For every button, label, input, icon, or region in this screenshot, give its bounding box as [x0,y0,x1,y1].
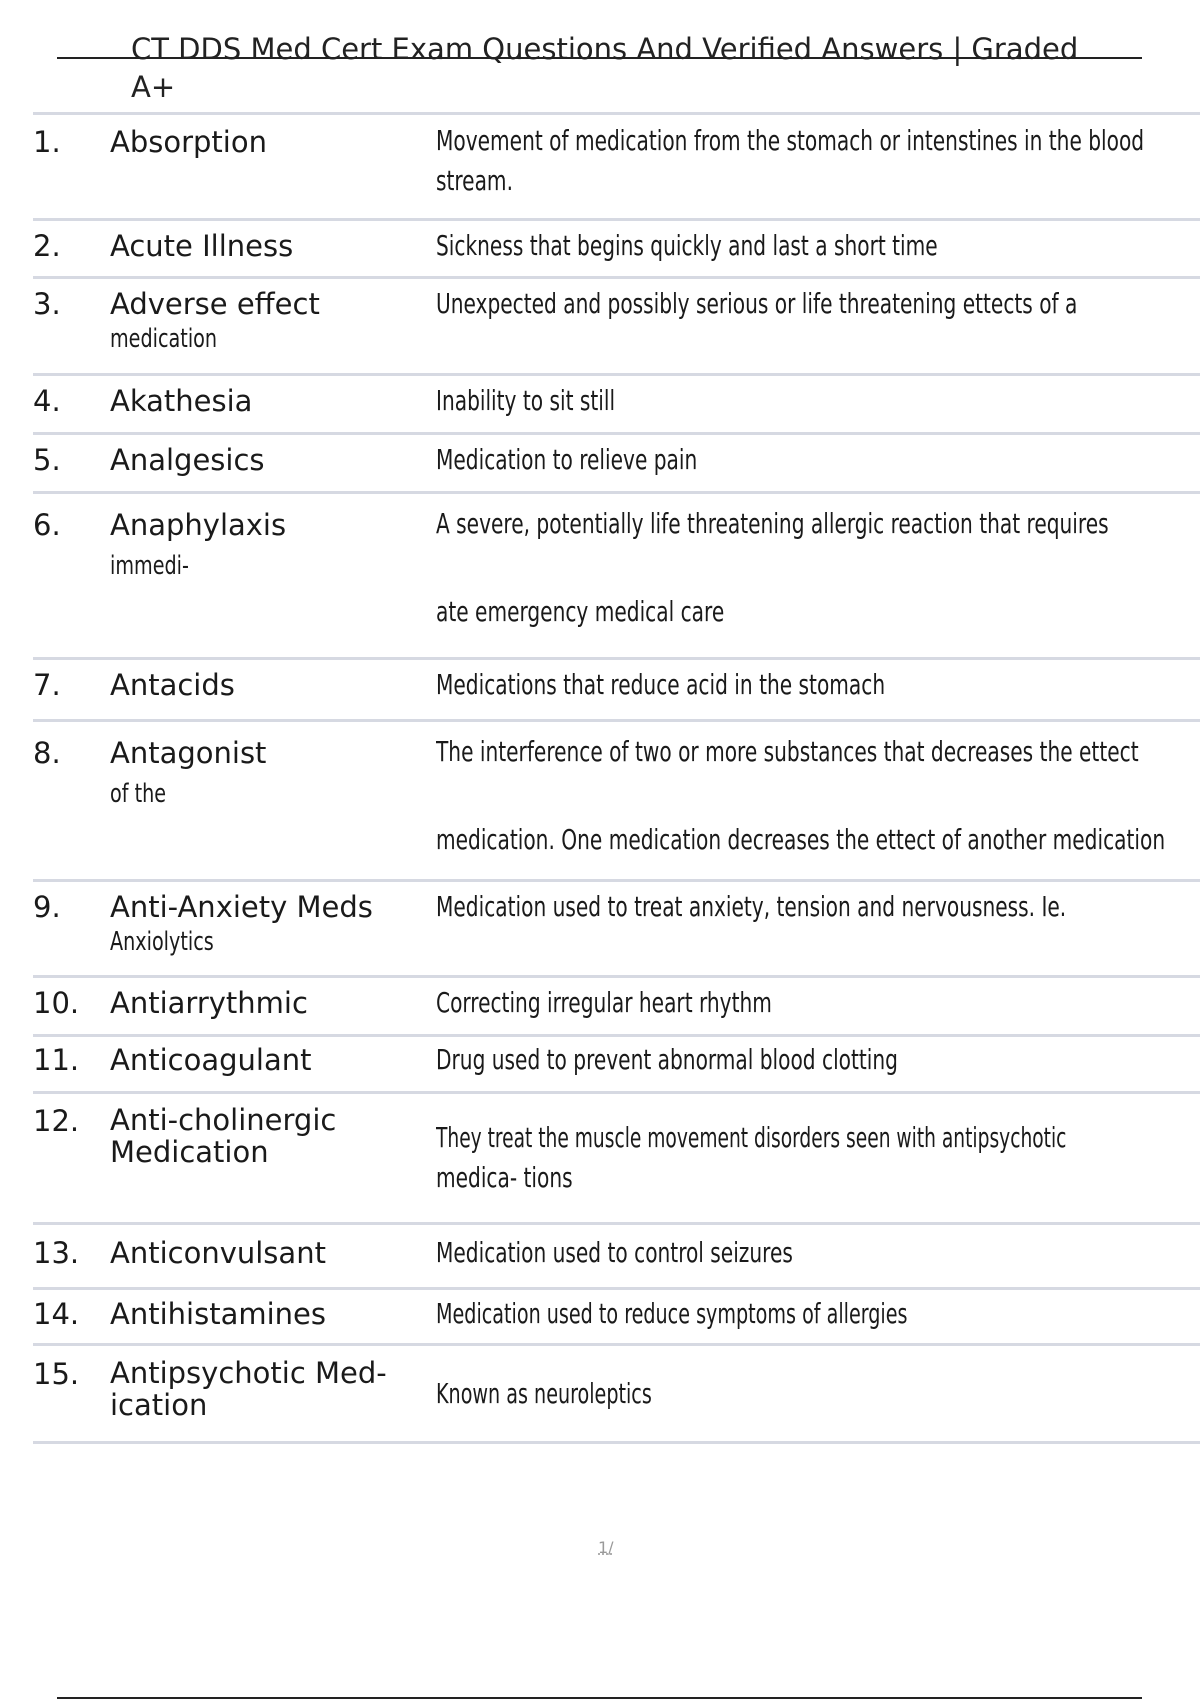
term-row [33,1093,1200,1224]
definition-line: A severe, potentially life threatening allergic reaction that requires [436,507,1109,540]
term-number: 9. [33,890,61,924]
term-definition [436,220,1200,278]
term-definition [436,721,1200,881]
term-row [33,1345,1200,1443]
terms-table [33,112,1200,1444]
term-row [33,1224,1200,1289]
footer-rule [57,1697,1142,1699]
term-name-cell [110,659,436,721]
term-definition [436,1036,1200,1093]
term-definition [436,493,1200,659]
term-number: 5. [33,443,61,477]
term-definition [436,1289,1200,1345]
term-name-cell [110,977,436,1036]
term-name-cell [110,1345,436,1443]
page-title: CT DDS Med Cert Exam Questions And Verified Answers | Graded A+ [131,32,1079,104]
term-number: 11. [33,1043,80,1077]
term-row [33,659,1200,721]
term-number: 7. [33,668,61,702]
term-name-cell [110,220,436,278]
term-number: 6. [33,508,61,542]
term-name: Anti-Anxiety Meds [110,890,373,924]
term-name: Anti-cholinergic Medication [110,1103,337,1169]
term-definition [436,114,1200,220]
term-subtext: medication [110,324,218,354]
term-name: Anticoagulant [110,1043,312,1077]
term-row [33,278,1200,375]
definition-line: Known as neuroleptics [436,1377,652,1410]
definition-line: medica- tions [436,1161,573,1194]
term-name-cell [110,881,436,977]
term-name-cell [110,493,436,659]
term-name: Antagonist [110,736,267,770]
term-name-cell [110,1093,436,1224]
term-number: 15. [33,1357,80,1391]
term-name-cell [110,721,436,881]
term-number: 12. [33,1104,80,1138]
term-name-cell [110,434,436,493]
definition-line: The interference of two or more substances that decreases the ettect [436,735,1139,768]
term-number: 14. [33,1297,80,1331]
term-name-cell [110,1289,436,1345]
term-name: Anaphylaxis [110,508,287,542]
term-name: Antihistamines [110,1297,326,1331]
definition-line: They treat the muscle movement disorders seen with antipsychotic [436,1121,1067,1154]
definition-line: Sickness that begins quickly and last a short time [436,229,938,262]
term-name-cell [110,1036,436,1093]
definition-line: ate emergency medical care [436,595,725,628]
term-number: 2. [33,229,61,263]
definition-line: Correcting irregular heart rhythm [436,986,772,1019]
term-name: Absorption [110,125,267,159]
term-definition [436,1093,1200,1224]
term-definition [436,1224,1200,1289]
term-name-cell [110,1224,436,1289]
term-name-cell [110,375,436,434]
term-row [33,721,1200,881]
term-number: 10. [33,986,80,1020]
term-definition [436,977,1200,1036]
term-row [33,114,1200,220]
term-definition [436,1345,1200,1443]
term-number: 8. [33,736,61,770]
definition-line: Drug used to prevent abnormal blood clotting [436,1043,898,1076]
term-definition [436,278,1200,375]
term-row [33,881,1200,977]
definition-line: Movement of medication from the stomach or intenstines in the blood [436,124,1145,157]
term-number: 4. [33,384,61,418]
term-name: Acute Illness [110,229,294,263]
term-subtext: Anxiolytics [110,927,214,957]
term-number: 3. [33,287,61,321]
term-name: Antacids [110,668,235,702]
term-definition [436,881,1200,977]
term-name: Akathesia [110,384,253,418]
definition-line: Medication used to treat anxiety, tension and nervousness. Ie. [436,890,1067,923]
term-name: Analgesics [110,443,265,477]
term-row [33,493,1200,659]
term-name: Adverse effect [110,287,320,321]
term-subtext: of the [110,779,167,809]
term-row [33,1289,1200,1345]
term-name-cell [110,114,436,220]
definition-line: Medication used to control seizures [436,1236,793,1269]
term-definition [436,375,1200,434]
definition-line: Unexpected and possibly serious or life threatening ettects of a [436,287,1078,320]
definition-line: stream. [436,164,513,197]
term-name: Antiarrythmic [110,986,308,1020]
term-definition [436,434,1200,493]
term-name: Anticonvulsant [110,1236,326,1270]
term-number: 1. [33,125,61,159]
term-number: 13. [33,1236,80,1270]
terms-table-body [33,114,1200,1443]
term-row [33,434,1200,493]
term-name-cell [110,278,436,375]
term-subtext: immedi- [110,551,189,581]
term-row [33,1036,1200,1093]
definition-line: Inability to sit still [436,384,616,417]
term-row [33,220,1200,278]
page-number: 1/ [598,1538,614,1557]
term-row [33,977,1200,1036]
term-row [33,375,1200,434]
definition-line: medication. One medication decreases the ettect of another medication [436,823,1166,856]
definition-line: Medication to relieve pain [436,443,698,476]
definition-line: Medications that reduce acid in the stomach [436,668,886,701]
term-name: Antipsychotic Med- ication [110,1356,387,1422]
term-definition [436,659,1200,721]
definition-line: Medication used to reduce symptoms of allergies [436,1297,908,1330]
